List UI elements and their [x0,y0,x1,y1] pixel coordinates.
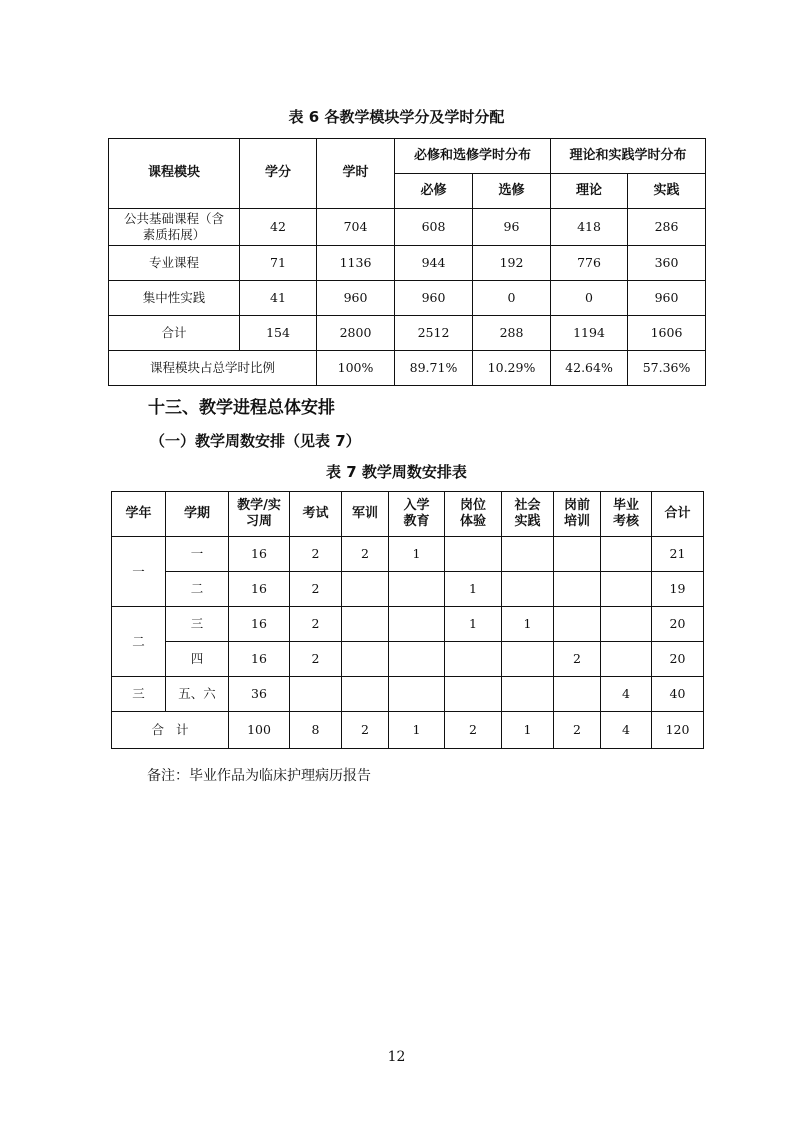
t6-cell-credits: 42 [240,209,317,246]
t7-header-teach: 教学/实习周 [229,492,290,537]
t6-cell-credits: 41 [240,281,317,316]
t7-term: 一 [166,537,229,572]
t7-total: 20 [652,607,704,642]
t7-pretrain [554,537,601,572]
t6-ratio-theory: 42.64% [551,351,628,386]
t7-header-total: 合计 [652,492,704,537]
t7-term: 二 [166,572,229,607]
t7-pretrain [554,677,601,712]
t7-year: 三 [112,677,166,712]
t7-exam: 2 [290,537,342,572]
t6-header-required: 必修 [395,174,473,209]
t7-total-post: 2 [445,712,502,749]
t7-post [445,677,502,712]
t6-header-hours: 学时 [317,139,395,209]
t7-year: 一 [112,537,166,607]
t7-total-total: 120 [652,712,704,749]
t7-entry [389,572,445,607]
t7-term: 三 [166,607,229,642]
t6-ratio-practice: 57.36% [628,351,706,386]
subsection-heading: （一）教学周数安排（见表 7） [150,432,361,450]
t7-pretrain [554,572,601,607]
t7-term: 五、六 [166,677,229,712]
t6-ratio-hours: 100% [317,351,395,386]
t6-cell-theory: 0 [551,281,628,316]
table7-note: 备注：毕业作品为临床护理病历报告 [147,768,371,784]
t7-social [502,642,554,677]
table6 [108,138,706,386]
t7-total-social: 1 [502,712,554,749]
t7-grad [601,642,652,677]
t7-entry: 1 [389,537,445,572]
t7-entry [389,642,445,677]
t6-header-elective: 选修 [473,174,551,209]
t7-header-social: 社会实践 [502,492,554,537]
table-row [109,281,706,316]
t6-cell-module: 合计 [109,316,240,351]
table7-header-row [112,492,704,537]
t6-cell-theory: 776 [551,246,628,281]
t6-cell-hours: 1136 [317,246,395,281]
t7-pretrain: 2 [554,642,601,677]
t7-exam: 2 [290,572,342,607]
t7-total-teach: 100 [229,712,290,749]
t6-cell-required: 2512 [395,316,473,351]
t7-post [445,537,502,572]
t7-military [342,677,389,712]
t7-total-entry: 1 [389,712,445,749]
section-heading: 十三、教学进程总体安排 [148,398,335,418]
t6-cell-elective: 192 [473,246,551,281]
table-row [109,246,706,281]
t7-social [502,677,554,712]
table6-caption: 表 6 各教学模块学分及学时分配 [288,108,505,126]
t6-cell-practice: 360 [628,246,706,281]
t6-cell-module: 集中性实践 [109,281,240,316]
t7-social: 1 [502,607,554,642]
t6-ratio-label: 课程模块占总学时比例 [109,351,317,386]
t7-military [342,572,389,607]
t6-cell-required: 608 [395,209,473,246]
table-row [112,642,704,677]
t6-cell-credits: 71 [240,246,317,281]
t7-header-grad: 毕业考核 [601,492,652,537]
t7-exam: 2 [290,607,342,642]
t6-cell-module: 专业课程 [109,246,240,281]
t6-ratio-required: 89.71% [395,351,473,386]
t6-cell-elective: 0 [473,281,551,316]
t6-cell-theory: 1194 [551,316,628,351]
t6-cell-hours: 960 [317,281,395,316]
t6-header-practice: 实践 [628,174,706,209]
t6-header-theory: 理论 [551,174,628,209]
t6-header-req-elec: 必修和选修学时分布 [395,139,551,174]
table-row [112,607,704,642]
t6-cell-practice: 960 [628,281,706,316]
t7-military: 2 [342,537,389,572]
table-row [112,537,704,572]
t7-total: 40 [652,677,704,712]
t7-grad [601,572,652,607]
t7-social [502,572,554,607]
t7-total-pretrain: 2 [554,712,601,749]
t6-header-credits: 学分 [240,139,317,209]
t7-teach: 16 [229,572,290,607]
t7-term: 四 [166,642,229,677]
t6-cell-practice: 1606 [628,316,706,351]
t7-total: 21 [652,537,704,572]
t7-header-post: 岗位体验 [445,492,502,537]
t7-exam [290,677,342,712]
table-row-total [112,712,704,749]
t6-ratio-elective: 10.29% [473,351,551,386]
t7-header-year: 学年 [112,492,166,537]
t7-social [502,537,554,572]
table-row [109,209,706,246]
t7-total-grad: 4 [601,712,652,749]
t6-header-module: 课程模块 [109,139,240,209]
t7-entry [389,607,445,642]
t7-header-term: 学期 [166,492,229,537]
t7-post: 1 [445,572,502,607]
t7-post [445,642,502,677]
t7-total: 19 [652,572,704,607]
t7-grad: 4 [601,677,652,712]
table6-header-row [109,139,706,174]
table-row [112,572,704,607]
table7-caption: 表 7 教学周数安排表 [326,463,467,481]
t7-total-label: 合 计 [112,712,229,749]
t7-total-exam: 8 [290,712,342,749]
t7-teach: 16 [229,537,290,572]
page-number: 12 [387,1049,406,1065]
t7-header-entry: 入学教育 [389,492,445,537]
t6-cell-elective: 288 [473,316,551,351]
table7 [111,491,704,749]
t7-post: 1 [445,607,502,642]
t7-teach: 36 [229,677,290,712]
t6-cell-hours: 2800 [317,316,395,351]
table-row-ratio [109,351,706,386]
t7-exam: 2 [290,642,342,677]
table-row [112,677,704,712]
t7-year: 二 [112,607,166,677]
t6-cell-credits: 154 [240,316,317,351]
t7-total: 20 [652,642,704,677]
t7-grad [601,537,652,572]
t7-military [342,607,389,642]
t7-grad [601,607,652,642]
t7-military [342,642,389,677]
t7-teach: 16 [229,607,290,642]
t7-header-military: 军训 [342,492,389,537]
t7-pretrain [554,607,601,642]
t6-header-theory-practice: 理论和实践学时分布 [551,139,706,174]
t7-header-exam: 考试 [290,492,342,537]
t6-cell-module: 公共基础课程（含素质拓展） [109,209,240,246]
t7-total-military: 2 [342,712,389,749]
t6-cell-required: 960 [395,281,473,316]
t7-header-pretrain: 岗前培训 [554,492,601,537]
t7-teach: 16 [229,642,290,677]
t7-entry [389,677,445,712]
t6-cell-elective: 96 [473,209,551,246]
table-row [109,316,706,351]
t6-cell-required: 944 [395,246,473,281]
t6-cell-theory: 418 [551,209,628,246]
t6-cell-practice: 286 [628,209,706,246]
t6-cell-hours: 704 [317,209,395,246]
